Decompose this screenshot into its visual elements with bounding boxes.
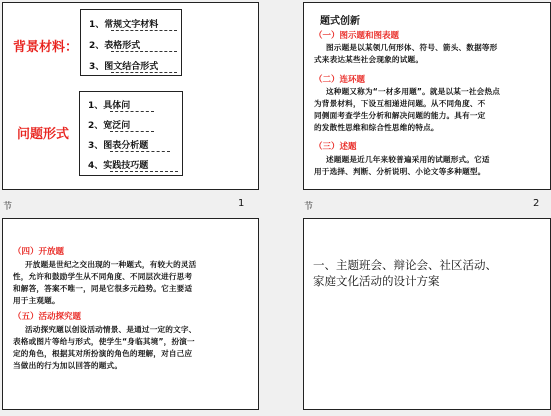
question-form-box (79, 91, 183, 176)
slide-4[interactable] (303, 218, 551, 410)
list-item: 1、常规文字材料 (89, 20, 159, 30)
divider (110, 131, 154, 132)
section-title: （三）述题 (314, 142, 357, 152)
section-text: 这种题又称为“一材多用题”。就是以某一社会热点 为背景材料，下设互相递进问题。从不同角度、不 同侧面考查学生分析和解决问题的能力。具有一定 的发散性思维和综合性思维的特点。 (314, 87, 501, 132)
background-material-box (80, 9, 182, 76)
slide-1[interactable] (2, 2, 259, 190)
section-title: （四）开放题 (13, 247, 65, 257)
question-form-label: 问题形式 (17, 127, 70, 142)
slide-2-page-number: 2 (533, 198, 540, 209)
list-item: 1、具体问 (88, 101, 131, 111)
list-item: 3、图表分析题 (88, 141, 149, 151)
divider (110, 171, 178, 172)
list-item: 2、表格形式 (89, 41, 141, 51)
slide-2-heading: 题式创新 (320, 16, 360, 27)
divider (110, 111, 154, 112)
divider (111, 72, 177, 73)
divider (110, 151, 170, 152)
slide-3[interactable] (2, 218, 259, 410)
list-item: 4、实践技巧题 (88, 161, 149, 171)
slide-1-page-number: 1 (238, 198, 245, 209)
section-text: 述题题是近几年来较普遍采用的试题形式。它适 用于选择、判断、分析说明、小论文等多种题型。 (314, 155, 490, 176)
section-text: 活动探究题以创设活动情景、是通过一定的文字、 表格或图片等给与形式，使学生“身临其境”，扮演一 定的角色，根据其对所扮演的角色的理解，对自己应 当做出的行为加以回答的题式。 (13, 325, 197, 370)
section-title: （一）图示题和图表题 (314, 31, 400, 41)
list-item: 2、宽泛问 (88, 121, 131, 131)
section-title: （二）连环题 (314, 75, 366, 85)
background-material-label: 背景材料： (13, 40, 79, 55)
section-text: 图示题是以某领几何形体、符号、箭头、数据等形 式来表达某些社会现象的试题。 (314, 43, 498, 64)
divider (111, 51, 177, 52)
slide-4-title: 一、主题班会、辩论会、社区活动、 家庭文化活动的设计方案 (313, 258, 497, 288)
section-text: 开放题是世纪之交出现的一种题式，有较大的灵活 性，允许和鼓励学生从不同角度、不同层次进行思考 和解答，答案不唯一，同是它很多元趋势。它主要适 用于主观题。 (13, 260, 197, 305)
divider (111, 30, 177, 31)
list-item: 3、图文结合形式 (89, 62, 159, 72)
slide-1-note: 节 (3, 202, 13, 212)
section-title: （五）活动探究题 (13, 312, 82, 322)
slide-2[interactable] (303, 2, 551, 190)
slide-2-note: 节 (304, 202, 314, 212)
